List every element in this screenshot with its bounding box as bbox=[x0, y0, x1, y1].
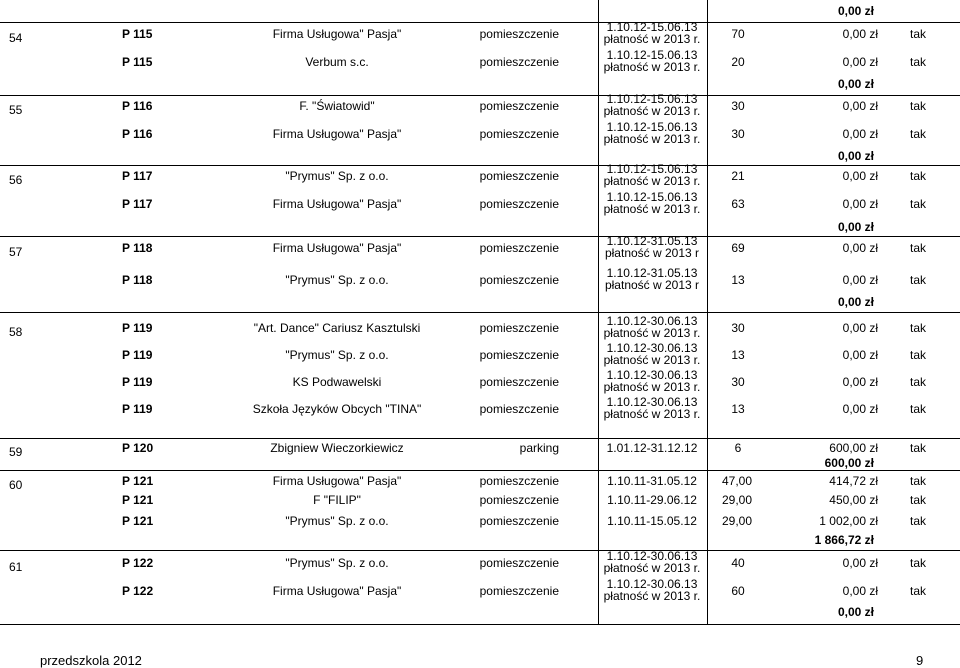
rental-period: 1.10.12-31.05.13 bbox=[606, 266, 698, 280]
quantity: 70 bbox=[731, 27, 745, 41]
amount: 0,00 zł bbox=[842, 348, 878, 362]
rental-period: 1.10.12-30.06.13 bbox=[606, 577, 698, 591]
tenant-name: "Prymus" Sp. z o.o. bbox=[285, 556, 389, 570]
paid-flag: tak bbox=[909, 493, 926, 507]
quantity: 63 bbox=[731, 197, 745, 211]
quantity: 40 bbox=[731, 556, 745, 570]
room-code: P 121 bbox=[122, 493, 154, 507]
tenant-name: Firma Usługowa" Pasja" bbox=[272, 584, 402, 598]
rental-period: 1.10.12-30.06.13 bbox=[606, 314, 698, 328]
amount: 0,00 zł bbox=[842, 27, 878, 41]
rental-period: 1.10.12-31.05.13 bbox=[606, 234, 698, 248]
paid-flag: tak bbox=[909, 402, 926, 416]
paid-flag: tak bbox=[909, 27, 926, 41]
paid-flag: tak bbox=[909, 55, 926, 69]
amount: 450,00 zł bbox=[829, 493, 878, 507]
rental-period: 1.10.12-15.06.13 bbox=[606, 162, 698, 176]
rental-type: parking bbox=[519, 441, 559, 455]
row-divider bbox=[0, 95, 960, 96]
tenant-name: "Prymus" Sp. z o.o. bbox=[285, 273, 389, 287]
rental-period: 1.10.11-15.05.12 bbox=[607, 514, 697, 528]
group-subtotal: 0,00 zł bbox=[837, 605, 874, 619]
rental-type: pomieszczenie bbox=[479, 375, 559, 389]
rental-period: 1.10.12-15.06.13 bbox=[606, 92, 698, 106]
room-code: P 119 bbox=[122, 321, 153, 335]
room-code: P 120 bbox=[122, 441, 154, 455]
quantity: 30 bbox=[731, 99, 745, 113]
rental-period: 1.01.12-31.12.12 bbox=[606, 441, 698, 455]
amount: 0,00 zł bbox=[842, 55, 878, 69]
paid-flag: tak bbox=[909, 273, 926, 287]
quantity: 29,00 bbox=[721, 514, 752, 528]
tenant-name: "Art. Dance" Cariusz Kasztulski bbox=[253, 321, 421, 335]
group-number: 54 bbox=[9, 31, 23, 45]
quantity: 47,00 bbox=[721, 474, 752, 488]
quantity: 13 bbox=[731, 402, 745, 416]
rental-period: 1.10.12-30.06.13 bbox=[606, 549, 698, 563]
paid-flag: tak bbox=[909, 197, 926, 211]
amount: 414,72 zł bbox=[829, 474, 878, 488]
rental-period: 1.10.11-31.05.12 bbox=[607, 474, 697, 488]
paid-flag: tak bbox=[909, 441, 926, 455]
amount: 0,00 zł bbox=[842, 127, 878, 141]
payment-note: płatność w 2013 r. bbox=[603, 32, 701, 46]
payment-note: płatność w 2013 r. bbox=[603, 380, 701, 394]
group-subtotal: 600,00 zł bbox=[824, 456, 874, 470]
rental-period: 1.10.12-15.06.13 bbox=[606, 120, 698, 134]
rental-period: 1.10.12-30.06.13 bbox=[606, 368, 698, 382]
tenant-name: Zbigniew Wieczorkiewicz bbox=[270, 441, 404, 455]
amount: 1 002,00 zł bbox=[819, 514, 878, 528]
paid-flag: tak bbox=[909, 127, 926, 141]
payment-note: płatność w 2013 r. bbox=[603, 589, 701, 603]
payment-note: płatność w 2013 r. bbox=[603, 60, 701, 74]
quantity: 6 bbox=[734, 441, 742, 455]
paid-flag: tak bbox=[909, 514, 926, 528]
rental-type: pomieszczenie bbox=[479, 197, 559, 211]
amount: 0,00 zł bbox=[842, 169, 878, 183]
room-code: P 119 bbox=[122, 375, 153, 389]
payment-note: płatność w 2013 r. bbox=[603, 202, 701, 216]
paid-flag: tak bbox=[909, 556, 926, 570]
group-subtotal: 0,00 zł bbox=[837, 4, 874, 18]
payment-note: płatność w 2013 r. bbox=[603, 104, 701, 118]
group-subtotal: 0,00 zł bbox=[837, 149, 874, 163]
row-divider bbox=[0, 22, 960, 23]
rental-period: 1.10.12-15.06.13 bbox=[606, 48, 698, 62]
amount: 0,00 zł bbox=[842, 375, 878, 389]
amount: 0,00 zł bbox=[842, 273, 878, 287]
tenant-name: Verbum s.c. bbox=[305, 55, 369, 69]
room-code: P 119 bbox=[122, 348, 153, 362]
amount: 0,00 zł bbox=[842, 241, 878, 255]
room-code: P 122 bbox=[122, 584, 154, 598]
paid-flag: tak bbox=[909, 99, 926, 113]
room-code: P 119 bbox=[122, 402, 153, 416]
paid-flag: tak bbox=[909, 241, 926, 255]
row-divider bbox=[0, 236, 960, 237]
rental-type: pomieszczenie bbox=[479, 99, 559, 113]
group-number: 61 bbox=[9, 560, 23, 574]
page-number: 9 bbox=[916, 653, 924, 668]
rental-type: pomieszczenie bbox=[479, 273, 559, 287]
room-code: P 116 bbox=[122, 127, 153, 141]
group-subtotal: 0,00 zł bbox=[837, 220, 874, 234]
room-code: P 118 bbox=[122, 241, 153, 255]
paid-flag: tak bbox=[909, 375, 926, 389]
tenant-name: Firma Usługowa" Pasja" bbox=[272, 127, 402, 141]
rental-period: 1.10.11-29.06.12 bbox=[607, 493, 697, 507]
payment-note: płatność w 2013 r bbox=[604, 246, 700, 260]
rental-type: pomieszczenie bbox=[479, 127, 559, 141]
rental-type: pomieszczenie bbox=[479, 27, 559, 41]
group-number: 58 bbox=[9, 325, 23, 339]
quantity: 21 bbox=[731, 169, 745, 183]
paid-flag: tak bbox=[909, 584, 926, 598]
column-divider bbox=[707, 0, 708, 624]
rental-type: pomieszczenie bbox=[479, 402, 559, 416]
quantity: 13 bbox=[731, 348, 745, 362]
tenant-name: KS Podwawelski bbox=[292, 375, 382, 389]
amount: 600,00 zł bbox=[829, 441, 878, 455]
payment-note: płatność w 2013 r. bbox=[603, 326, 701, 340]
rental-period: 1.10.12-15.06.13 bbox=[606, 20, 698, 34]
row-divider bbox=[0, 312, 960, 313]
group-number: 59 bbox=[9, 445, 23, 459]
group-subtotal: 1 866,72 zł bbox=[814, 533, 874, 547]
quantity: 29,00 bbox=[721, 493, 752, 507]
quantity: 69 bbox=[731, 241, 745, 255]
room-code: P 121 bbox=[122, 474, 154, 488]
tenant-name: F "FILIP" bbox=[313, 493, 361, 507]
rental-type: pomieszczenie bbox=[479, 55, 559, 69]
quantity: 30 bbox=[731, 321, 745, 335]
rental-period: 1.10.12-15.06.13 bbox=[606, 190, 698, 204]
amount: 0,00 zł bbox=[842, 584, 878, 598]
rental-type: pomieszczenie bbox=[479, 169, 559, 183]
paid-flag: tak bbox=[909, 169, 926, 183]
room-code: P 117 bbox=[122, 197, 153, 211]
paid-flag: tak bbox=[909, 321, 926, 335]
room-code: P 115 bbox=[122, 55, 153, 69]
rental-type: pomieszczenie bbox=[479, 241, 559, 255]
group-number: 56 bbox=[9, 173, 23, 187]
group-subtotal: 0,00 zł bbox=[837, 77, 874, 91]
tenant-name: Firma Usługowa" Pasja" bbox=[272, 241, 402, 255]
row-divider bbox=[0, 438, 960, 439]
rental-period: 1.10.12-30.06.13 bbox=[606, 341, 698, 355]
tenant-name: Firma Usługowa" Pasja" bbox=[272, 474, 402, 488]
rental-type: pomieszczenie bbox=[479, 493, 559, 507]
row-divider bbox=[0, 624, 960, 625]
row-divider bbox=[0, 550, 960, 551]
payment-note: płatność w 2013 r. bbox=[603, 561, 701, 575]
group-number: 55 bbox=[9, 103, 23, 117]
row-divider bbox=[0, 165, 960, 166]
quantity: 13 bbox=[731, 273, 745, 287]
payment-note: płatność w 2013 r. bbox=[603, 174, 701, 188]
tenant-name: "Prymus" Sp. z o.o. bbox=[285, 348, 389, 362]
room-code: P 117 bbox=[122, 169, 153, 183]
room-code: P 122 bbox=[122, 556, 154, 570]
room-code: P 116 bbox=[122, 99, 153, 113]
rental-type: pomieszczenie bbox=[479, 321, 559, 335]
group-number: 60 bbox=[9, 478, 23, 492]
group-subtotal: 0,00 zł bbox=[837, 295, 874, 309]
amount: 0,00 zł bbox=[842, 556, 878, 570]
rental-type: pomieszczenie bbox=[479, 556, 559, 570]
amount: 0,00 zł bbox=[842, 402, 878, 416]
tenant-name: Firma Usługowa" Pasja" bbox=[272, 27, 402, 41]
amount: 0,00 zł bbox=[842, 99, 878, 113]
quantity: 30 bbox=[731, 375, 745, 389]
rental-type: pomieszczenie bbox=[479, 584, 559, 598]
payment-note: płatność w 2013 r. bbox=[603, 353, 701, 367]
quantity: 20 bbox=[731, 55, 745, 69]
group-number: 57 bbox=[9, 245, 23, 259]
room-code: P 118 bbox=[122, 273, 153, 287]
tenant-name: "Prymus" Sp. z o.o. bbox=[285, 169, 389, 183]
tenant-name: Firma Usługowa" Pasja" bbox=[272, 197, 402, 211]
rental-type: pomieszczenie bbox=[479, 514, 559, 528]
row-divider bbox=[0, 470, 960, 471]
tenant-name: Szkoła Języków Obcych "TINA" bbox=[252, 402, 422, 416]
tenant-name: F. "Światowid" bbox=[299, 99, 375, 113]
room-code: P 115 bbox=[122, 27, 153, 41]
rental-period: 1.10.12-30.06.13 bbox=[606, 395, 698, 409]
payment-note: płatność w 2013 r bbox=[604, 278, 700, 292]
quantity: 60 bbox=[731, 584, 745, 598]
tenant-name: "Prymus" Sp. z o.o. bbox=[285, 514, 389, 528]
paid-flag: tak bbox=[909, 474, 926, 488]
payment-note: płatność w 2013 r. bbox=[603, 407, 701, 421]
payment-note: płatność w 2013 r. bbox=[603, 132, 701, 146]
paid-flag: tak bbox=[909, 348, 926, 362]
rental-type: pomieszczenie bbox=[479, 474, 559, 488]
room-code: P 121 bbox=[122, 514, 154, 528]
amount: 0,00 zł bbox=[842, 321, 878, 335]
amount: 0,00 zł bbox=[842, 197, 878, 211]
rental-type: pomieszczenie bbox=[479, 348, 559, 362]
quantity: 30 bbox=[731, 127, 745, 141]
footer-label: przedszkola 2012 bbox=[40, 653, 142, 668]
